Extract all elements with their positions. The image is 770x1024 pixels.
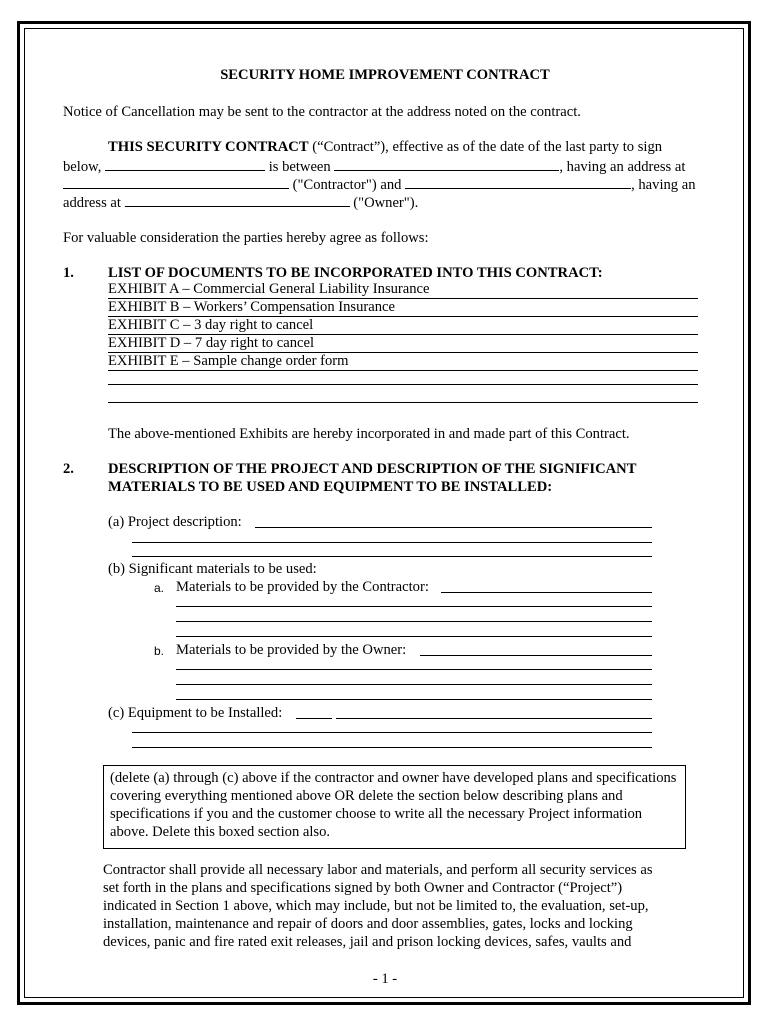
contractor-name-field[interactable] — [334, 156, 559, 171]
contract-title-bold: THIS SECURITY CONTRACT — [108, 139, 309, 155]
body-paragraph-line: Contractor shall provide all necessary labor and materials, and perform all security services as — [103, 862, 653, 878]
intro-text: (“Contract”), effective as of the date of the last party to sign — [312, 139, 663, 155]
owner-materials-field[interactable] — [176, 684, 652, 685]
equipment-installed-field[interactable] — [296, 718, 332, 719]
owner-materials-field[interactable] — [176, 669, 652, 670]
body-paragraph-line: indicated in Section 1 above, which may include, but not be limited to, the evaluation, set-up, — [103, 898, 649, 914]
page-number: - 1 - — [372, 971, 398, 987]
exhibit-b: EXHIBIT B – Workers’ Compensation Insurance — [108, 299, 698, 317]
body-paragraph-line: installation, maintenance and repair of doors and door assemblies, gates, locks and locking — [103, 916, 633, 932]
boxed-instruction-note — [103, 765, 686, 849]
intro-text: ("Owner"). — [353, 195, 419, 211]
intro-line-3 — [63, 174, 696, 194]
equipment-installed-label: (c) Equipment to be Installed: — [108, 705, 283, 721]
exhibit-a: EXHIBIT A – Commercial General Liability Insurance — [108, 281, 698, 299]
owner-materials-field[interactable] — [420, 655, 652, 656]
exhibit-c: EXHIBIT C – 3 day right to cancel — [108, 317, 698, 335]
project-description-field[interactable] — [132, 556, 652, 557]
item-a-marker: a. — [154, 581, 165, 595]
section-2-number: 2. — [63, 461, 74, 477]
owner-materials-field[interactable] — [176, 699, 652, 700]
project-description-label: (a) Project description: — [108, 514, 242, 530]
contractor-materials-field[interactable] — [176, 606, 652, 607]
equipment-installed-field[interactable] — [132, 747, 652, 748]
owner-address-field[interactable] — [125, 192, 350, 207]
cancellation-notice: Notice of Cancellation may be sent to the contractor at the address noted on the contract. — [63, 104, 581, 120]
equipment-installed-field[interactable] — [336, 718, 652, 719]
section-1-heading: LIST OF DOCUMENTS TO BE INCORPORATED INTO THIS CONTRACT: — [108, 265, 603, 281]
contractor-materials-label: Materials to be provided by the Contractor: — [176, 579, 429, 595]
intro-line-2 — [63, 156, 685, 176]
exhibit-e: EXHIBIT E – Sample change order form — [108, 353, 698, 371]
contractor-materials-field[interactable] — [176, 636, 652, 637]
intro-text: ("Contractor") and — [292, 177, 402, 193]
section-2-heading-line-2: MATERIALS TO BE USED AND EQUIPMENT TO BE INSTALLED: — [108, 479, 553, 495]
intro-text: , having an address at — [559, 159, 686, 175]
contractor-materials-field[interactable] — [441, 592, 652, 593]
intro-text: address at — [63, 195, 121, 211]
intro-text: , having an — [631, 177, 696, 193]
intro-line-1 — [108, 138, 662, 156]
body-paragraph-line: devices, panic and fire rated exit releases, jail and prison locking devices, safes, vaults and — [103, 934, 632, 950]
exhibit-blank-line[interactable] — [108, 402, 698, 403]
owner-materials-label: Materials to be provided by the Owner: — [176, 642, 407, 658]
item-b-marker: b. — [154, 644, 165, 658]
intro-text: below, — [63, 159, 102, 175]
document-title: SECURITY HOME IMPROVEMENT CONTRACT — [220, 67, 550, 83]
exhibit-d: EXHIBIT D – 7 day right to cancel — [108, 335, 698, 353]
section-2-heading-line-1: DESCRIPTION OF THE PROJECT AND DESCRIPTION OF THE SIGNIFICANT — [108, 461, 637, 477]
significant-materials-label: (b) Significant materials to be used: — [108, 561, 317, 577]
exhibit-blank-line[interactable] — [108, 384, 698, 385]
owner-name-field[interactable] — [405, 174, 631, 189]
consideration-text: For valuable consideration the parties hereby agree as follows: — [63, 230, 429, 246]
project-description-field[interactable] — [132, 542, 652, 543]
contractor-materials-field[interactable] — [176, 621, 652, 622]
equipment-installed-field[interactable] — [132, 732, 652, 733]
exhibits-incorporated-text: The above-mentioned Exhibits are hereby incorporated in and made part of this Contract. — [108, 426, 630, 442]
effective-date-field[interactable] — [105, 156, 265, 171]
intro-line-4 — [63, 192, 418, 212]
section-1-number: 1. — [63, 265, 74, 281]
contractor-address-field[interactable] — [63, 174, 289, 189]
boxed-note-text: (delete (a) through (c) above if the contractor and owner have developed plans and specifications covering everything mentioned above OR delete the section below describing plans and specifications if you and the customer choose to write all the necessary Project information above. Delete this boxed section also. — [110, 770, 677, 840]
body-paragraph-line: set forth in the plans and specifications signed by both Owner and Contractor (“Project”) — [103, 880, 623, 896]
intro-text: is between — [268, 159, 331, 175]
project-description-field[interactable] — [255, 527, 652, 528]
